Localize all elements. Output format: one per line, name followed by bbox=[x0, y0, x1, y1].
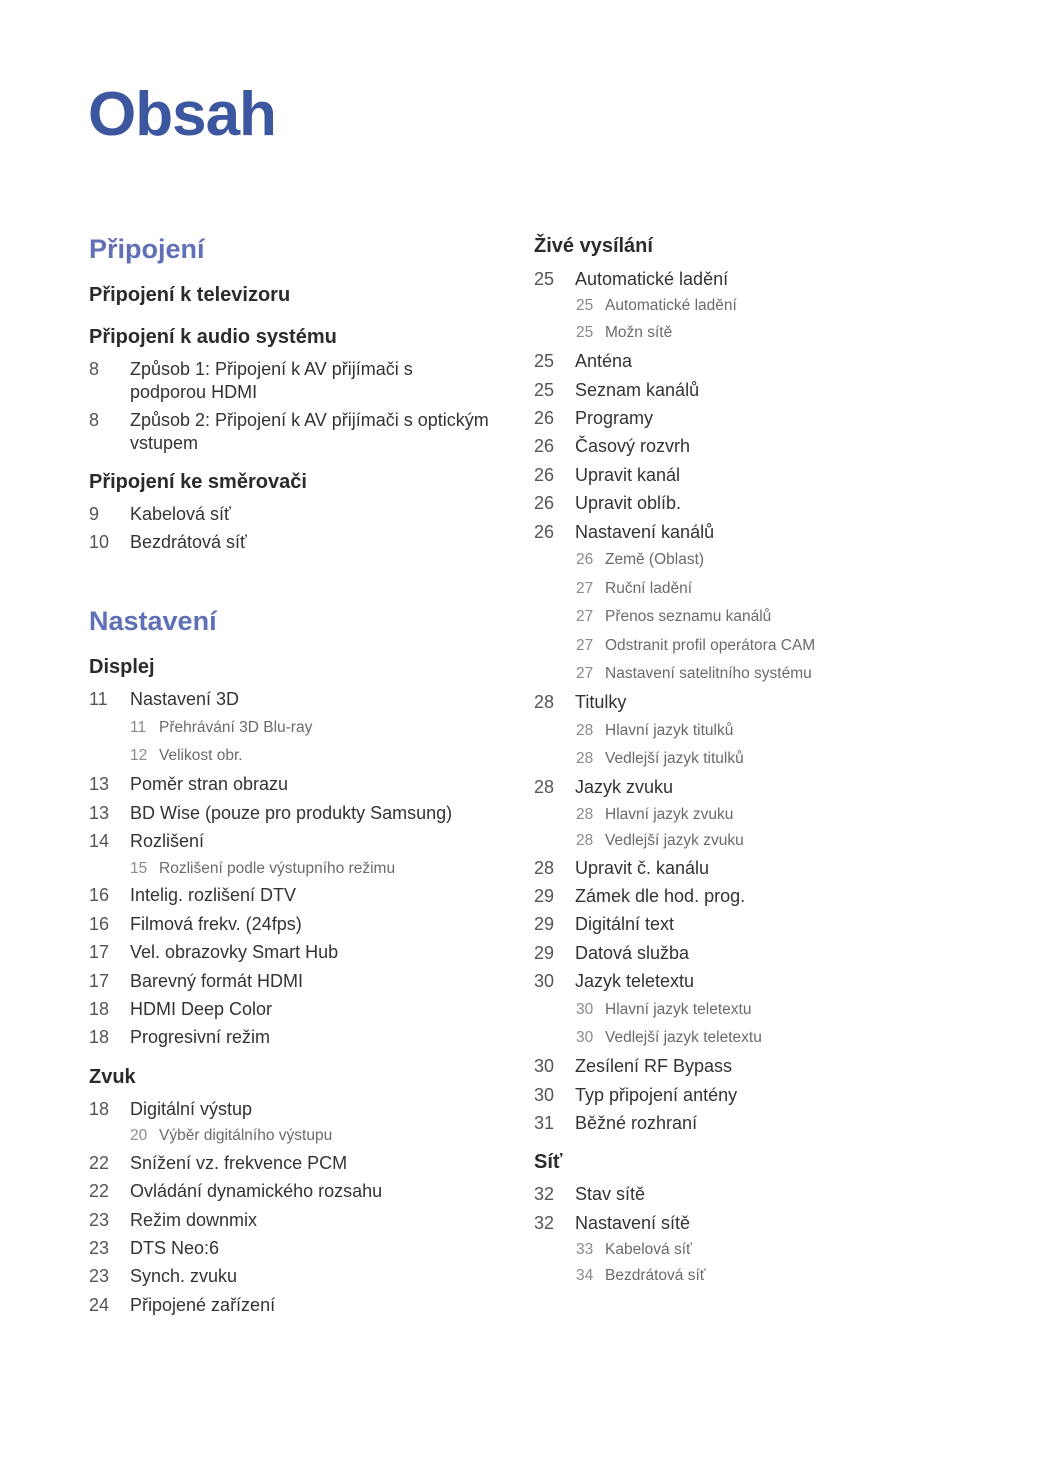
subsection-heading-router: Připojení ke směrovači bbox=[89, 471, 307, 493]
section-heading-nastaveni: Nastavení bbox=[89, 606, 217, 636]
entry-text: Digitální výstup bbox=[130, 1099, 253, 1119]
page-number: 16 bbox=[89, 914, 110, 934]
entry-text: Přehrávání 3D Blu-ray bbox=[159, 719, 313, 736]
page-number: 30 bbox=[534, 971, 555, 991]
page-number: 15 bbox=[130, 860, 148, 877]
entry-text: Datová služba bbox=[575, 943, 690, 963]
entry-text: Barevný formát HDMI bbox=[130, 971, 304, 991]
entry-text: Připojené zařízení bbox=[130, 1295, 276, 1315]
entry-text: DTS Neo:6 bbox=[130, 1238, 220, 1258]
page-number: 33 bbox=[576, 1241, 594, 1258]
page-number: 20 bbox=[130, 1127, 148, 1144]
page-number: 12 bbox=[130, 747, 148, 764]
page-number: 18 bbox=[89, 999, 110, 1019]
entry-text: Upravit č. kanálu bbox=[575, 858, 710, 878]
page-number: 27 bbox=[576, 665, 594, 682]
page-number: 28 bbox=[534, 692, 555, 712]
subsection-heading-zive-vysilani: Živé vysílání bbox=[534, 235, 653, 257]
entry-text: Nastavení kanálů bbox=[575, 522, 715, 542]
page-number: 25 bbox=[576, 297, 594, 314]
subsection-heading-displej: Displej bbox=[89, 656, 155, 678]
entry-text: Rozlišení podle výstupního režimu bbox=[159, 860, 396, 877]
page-number: 17 bbox=[89, 971, 110, 991]
entry-text: Programy bbox=[575, 408, 654, 428]
page-number: 25 bbox=[576, 324, 594, 341]
entry-text: Seznam kanálů bbox=[575, 380, 700, 400]
page-number: 24 bbox=[89, 1295, 110, 1315]
page-number: 25 bbox=[534, 351, 555, 371]
page-number: 25 bbox=[534, 269, 555, 289]
entry-text: Země (Oblast) bbox=[605, 551, 705, 568]
entry-text: Nastavení satelitního systému bbox=[605, 665, 812, 682]
subsection-heading-audio: Připojení k audio systému bbox=[89, 326, 337, 348]
entry-text: Běžné rozhraní bbox=[575, 1113, 698, 1133]
page-number: 26 bbox=[534, 522, 555, 542]
page-number: 22 bbox=[89, 1153, 110, 1173]
entry-text: Upravit oblíb. bbox=[575, 493, 682, 513]
entry-text: Velikost obr. bbox=[159, 747, 243, 764]
page-number: 28 bbox=[534, 777, 555, 797]
page-number: 18 bbox=[89, 1099, 110, 1119]
subsection-heading-sit: Síť bbox=[534, 1151, 563, 1173]
entry-text: Časový rozvrh bbox=[575, 436, 691, 456]
page-title: Obsah bbox=[88, 80, 276, 149]
entry-text: Kabelová síť bbox=[130, 504, 231, 524]
page-number: 26 bbox=[534, 465, 555, 485]
page-number: 28 bbox=[576, 722, 594, 739]
entry-text: Anténa bbox=[575, 351, 633, 371]
page-number: 26 bbox=[576, 551, 594, 568]
page-number: 28 bbox=[534, 858, 555, 878]
entry-text: Snížení vz. frekvence PCM bbox=[130, 1153, 348, 1173]
page-number: 23 bbox=[89, 1238, 110, 1258]
page-number: 25 bbox=[534, 380, 555, 400]
page-number: 13 bbox=[89, 803, 110, 823]
page-number: 28 bbox=[576, 806, 594, 823]
entry-text: Odstranit profil operátora CAM bbox=[605, 637, 816, 654]
entry-text: Způsob 1: Připojení k AV přijímači s podporou HDMI bbox=[130, 359, 413, 403]
entry-text: Zesílení RF Bypass bbox=[575, 1056, 733, 1076]
page-number: 29 bbox=[534, 886, 555, 906]
entry-text: Zámek dle hod. prog. bbox=[575, 886, 746, 906]
page-number: 32 bbox=[534, 1213, 555, 1233]
entry-text: Poměr stran obrazu bbox=[130, 774, 289, 794]
page-number: 26 bbox=[534, 493, 555, 513]
page-number: 23 bbox=[89, 1210, 110, 1230]
entry-text: Digitální text bbox=[575, 914, 675, 934]
entry-text: Progresivní režim bbox=[130, 1027, 271, 1047]
entry-text: Stav sítě bbox=[575, 1184, 646, 1204]
entry-text: Možn sítě bbox=[605, 324, 673, 341]
entry-text: Filmová frekv. (24fps) bbox=[130, 914, 302, 934]
page-number: 9 bbox=[89, 504, 100, 524]
page-number: 28 bbox=[576, 750, 594, 767]
entry-text: Hlavní jazyk teletextu bbox=[605, 1001, 752, 1018]
entry-text: Upravit kanál bbox=[575, 465, 681, 485]
page-number: 30 bbox=[534, 1056, 555, 1076]
entry-text: Synch. zvuku bbox=[130, 1266, 238, 1286]
entry-text: Jazyk teletextu bbox=[575, 971, 695, 991]
page-number: 14 bbox=[89, 831, 110, 851]
entry-text: Titulky bbox=[575, 692, 627, 712]
entry-text: Režim downmix bbox=[130, 1210, 258, 1230]
subsection-heading-tv: Připojení k televizoru bbox=[89, 284, 291, 306]
page-number: 8 bbox=[89, 359, 100, 379]
entry-text: Jazyk zvuku bbox=[575, 777, 674, 797]
page-number: 30 bbox=[576, 1001, 594, 1018]
entry-text: Vedlejší jazyk titulků bbox=[605, 750, 744, 767]
entry-text: Přenos seznamu kanálů bbox=[605, 608, 772, 625]
page-number: 10 bbox=[89, 532, 110, 552]
entry-text: BD Wise (pouze pro produkty Samsung) bbox=[130, 803, 453, 823]
entry-text: Intelig. rozlišení DTV bbox=[130, 885, 297, 905]
entry-text: Výběr digitálního výstupu bbox=[159, 1127, 333, 1144]
entry-text: Ovládání dynamického rozsahu bbox=[130, 1181, 383, 1201]
section-heading-pripojeni: Připojení bbox=[89, 234, 205, 264]
entry-text: Bezdrátová síť bbox=[605, 1267, 706, 1284]
page-number: 26 bbox=[534, 436, 555, 456]
subsection-heading-zvuk: Zvuk bbox=[89, 1066, 136, 1088]
entry-text: Vel. obrazovky Smart Hub bbox=[130, 942, 339, 962]
entry-text: Nastavení 3D bbox=[130, 689, 240, 709]
entry-text: Typ připojení antény bbox=[575, 1085, 738, 1105]
entry-text: Kabelová síť bbox=[605, 1241, 692, 1258]
page-number: 28 bbox=[576, 832, 594, 849]
page-number: 26 bbox=[534, 408, 555, 428]
page-number: 30 bbox=[576, 1029, 594, 1046]
entry-text: HDMI Deep Color bbox=[130, 999, 273, 1019]
entry-text: Vedlejší jazyk teletextu bbox=[605, 1029, 762, 1046]
entry-text: Nastavení sítě bbox=[575, 1213, 691, 1233]
page-number: 16 bbox=[89, 885, 110, 905]
page-number: 8 bbox=[89, 410, 100, 430]
entry-text: Vedlejší jazyk zvuku bbox=[605, 832, 744, 849]
entry-text: Způsob 2: Připojení k AV přijímači s optickým vstupem bbox=[130, 410, 489, 454]
entry-text: Automatické ladění bbox=[605, 297, 737, 314]
page-number: 29 bbox=[534, 914, 555, 934]
page-number: 18 bbox=[89, 1027, 110, 1047]
entry-text: Rozlišení bbox=[130, 831, 205, 851]
page-number: 30 bbox=[534, 1085, 555, 1105]
page-number: 29 bbox=[534, 943, 555, 963]
page-number: 11 bbox=[89, 689, 108, 709]
page-number: 32 bbox=[534, 1184, 555, 1204]
page-number: 27 bbox=[576, 637, 594, 654]
page-number: 22 bbox=[89, 1181, 110, 1201]
entry-text: Hlavní jazyk zvuku bbox=[605, 806, 734, 823]
entry-text: Ruční ladění bbox=[605, 580, 693, 597]
entry-text: Bezdrátová síť bbox=[130, 532, 247, 552]
page-number: 31 bbox=[534, 1113, 555, 1133]
entry-text: Automatické ladění bbox=[575, 269, 729, 289]
page-number: 11 bbox=[130, 719, 147, 736]
page-number: 13 bbox=[89, 774, 110, 794]
entry-text: Hlavní jazyk titulků bbox=[605, 722, 734, 739]
page-number: 27 bbox=[576, 608, 594, 625]
page-number: 23 bbox=[89, 1266, 110, 1286]
page-number: 27 bbox=[576, 580, 594, 597]
page-number: 34 bbox=[576, 1267, 594, 1284]
page-number: 17 bbox=[89, 942, 110, 962]
